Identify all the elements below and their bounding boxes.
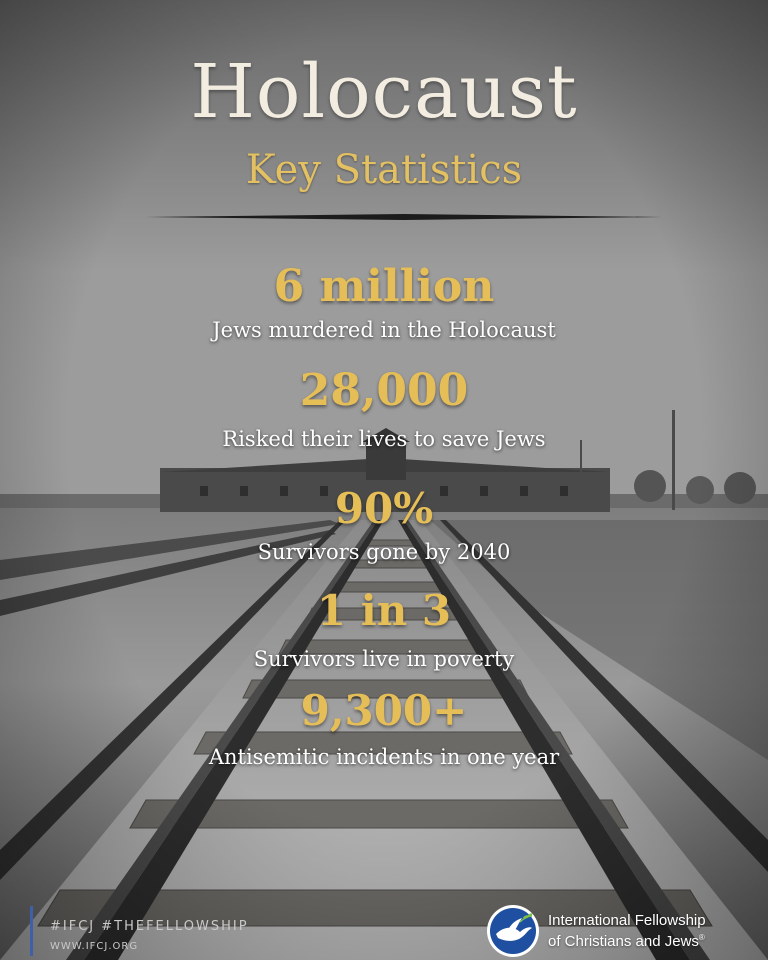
footer-hashtags: #IFCJ #THEFELLOWSHIP — [50, 919, 249, 934]
stat-label: Jews murdered in the Holocaust — [212, 318, 556, 342]
stat-label: Survivors gone by 2040 — [257, 540, 511, 564]
registered-mark: ® — [698, 933, 705, 942]
title-divider — [146, 214, 662, 220]
organization-name-line2 — [548, 929, 758, 950]
page-subtitle: Key Statistics — [245, 147, 523, 193]
stat-label: Survivors live in poverty — [253, 647, 515, 671]
stat-value: 9,300+ — [300, 686, 468, 735]
stat-value: 28,000 — [299, 365, 469, 416]
stat-value: 90% — [334, 484, 434, 533]
stat-label: Antisemitic incidents in one year — [208, 745, 560, 769]
stat-label: Risked their lives to save Jews — [222, 427, 546, 451]
page-title: Holocaust — [190, 49, 578, 135]
dove-olive-branch-icon — [486, 904, 540, 958]
organization-name-line1: International Fellowship — [548, 912, 706, 929]
organization-name — [548, 912, 758, 950]
footer-accent-bar — [30, 906, 33, 956]
footer-url: WWW.IFCJ.ORG — [50, 941, 139, 952]
organization-name-line2-text: of Christians and Jews — [548, 933, 699, 950]
stat-value: 6 million — [273, 261, 495, 312]
stat-value: 1 in 3 — [316, 586, 452, 635]
